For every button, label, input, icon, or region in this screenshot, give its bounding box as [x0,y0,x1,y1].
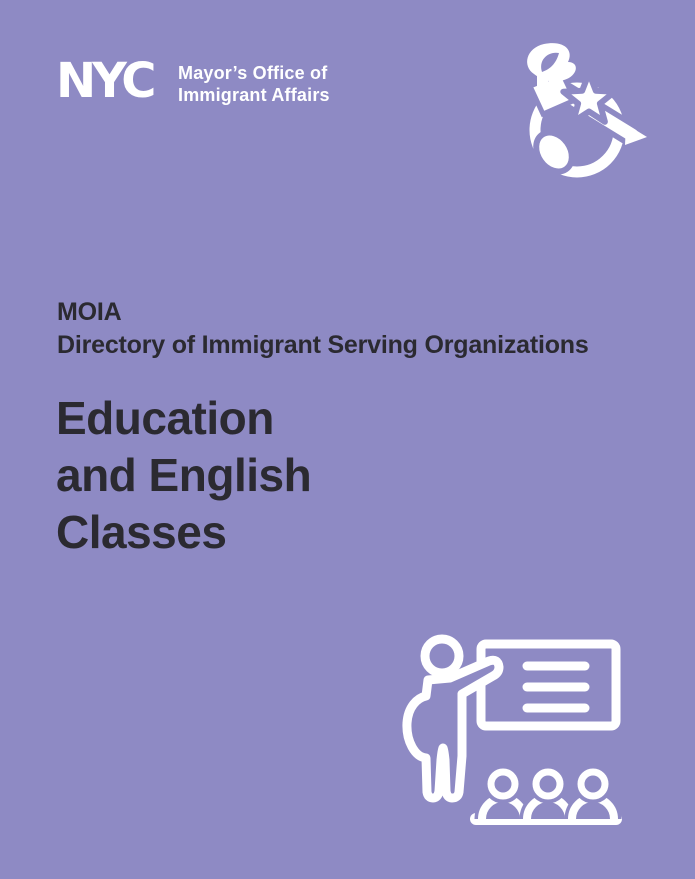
moia-torch-icon [514,36,654,186]
title-line3: Classes [56,506,227,558]
classroom-teacher-whiteboard-students-icon [390,608,670,853]
title-line2: and English [56,449,312,501]
document-subtitle [57,296,589,362]
title-line1: Education [56,392,274,444]
nyc-logo: NYC [56,53,153,109]
whiteboard-icon [481,644,616,726]
agency-name [178,63,330,106]
agency-name-line1: Mayor’s Office of [178,63,328,83]
page-title [56,390,311,561]
students-icon [482,772,614,819]
agency-name-line2: Immigrant Affairs [178,84,330,105]
subtitle-line2: Directory of Immigrant Serving Organizations [57,331,589,359]
subtitle-line1: MOIA [57,298,122,326]
